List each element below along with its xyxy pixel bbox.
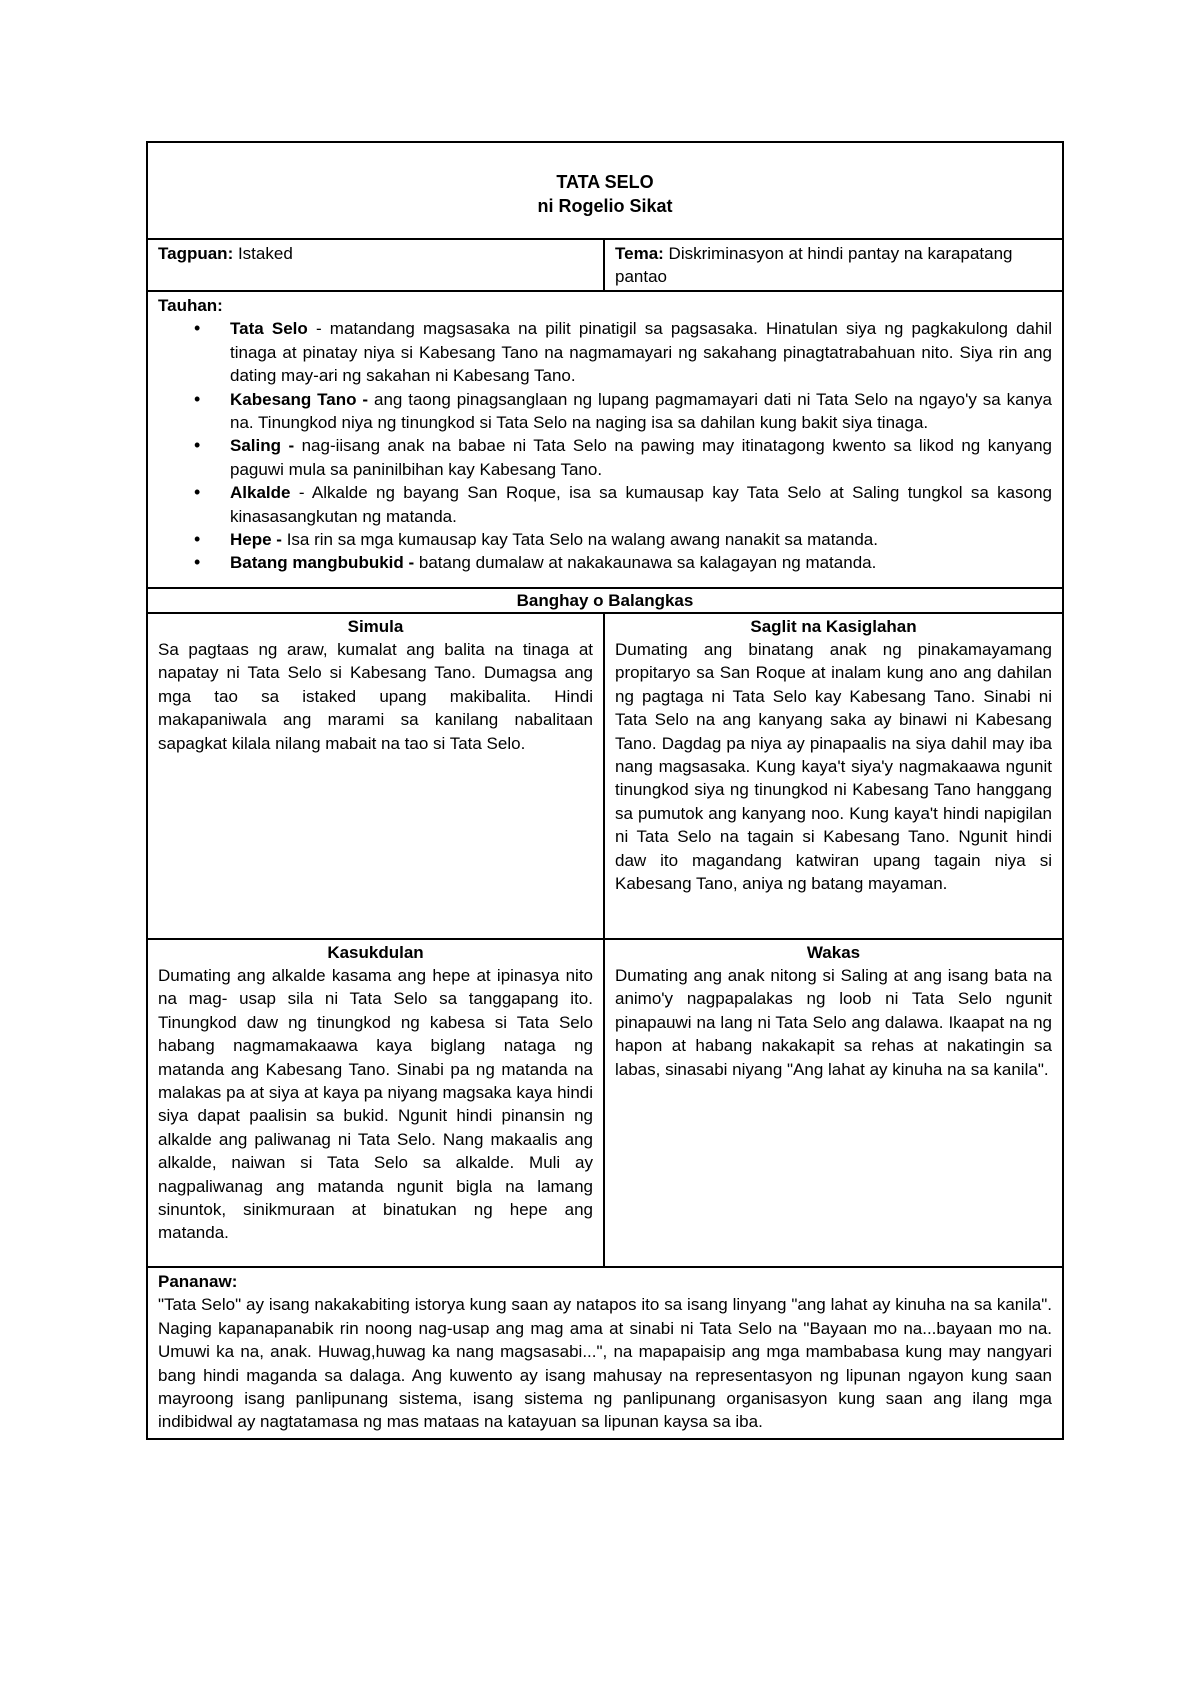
character-name: Alkalde xyxy=(230,483,291,503)
character-name: Kabesang Tano - xyxy=(230,389,369,409)
character-desc: nag-iisang anak na babae ni Tata Selo na pawing may itinatagong kwento sa likod ng kanyang paguwi mula sa paninilbihan kay Kabesang Tano. xyxy=(230,436,1052,479)
character-desc: ang taong pinagsanglaan ng lupang pagmamayari dati ni Tata Selo na ngayo'y sa kanya na. Tinungkod niya ng tinungkod si Tata Selo na naging isa sa dahilan kung bakit siya tinaga. xyxy=(230,389,1053,433)
list-item xyxy=(158,388,1052,435)
tagpuan-value: Istaked xyxy=(233,244,293,263)
tagpuan-cell xyxy=(148,240,605,290)
list-item xyxy=(158,434,1052,481)
story-author: ni Rogelio Sikat xyxy=(537,195,673,216)
saglit-text: Dumating ang binatang anak ng pinakamayamang propitaryo sa San Roque at inalam kung ano ang dahilan ng pagtaga ni Tata Selo kay Kabesang Tano. Sinabi ni Tata Selo na ang kanyang saka ay binawi ni Kabesang Tano. Dagdag pa niya ay pinapaalis na siya dahil may iba nang magsasaka. Kung kaya't siya'y nagmakaawa ngunit tinungkod siya ng tinungkod ni Kabesang Tano hanggang sa pumutok ang kanyang noo. Kung kaya't hindi napigilan ni Tata Selo na tagain si Kabesang Tano. Ngunit hindi daw ito magandang katwiran upang tagain niya si Kabesang Tano, aniya ng batang mayaman. xyxy=(615,639,1052,893)
pananaw-text: "Tata Selo" ay isang nakakabiting istorya kung saan ay natapos ito sa isang linyang "ang lahat ay kinuha na sa kanila". Naging kapanapanabik rin noong nag-usap ang mag ama at sinabi ni Tata Selo na "Bayaan mo na...bayaan mo na. Umuwi ka na, anak. Huwag,huwag ka nang magsasabi...", na mapapaisip ang mga mambabasa kung may nangyari bang hindi maganda sa dalaga. Ang kuwento ay isang mahusay na representasyon ng lipunan ngayon kung saan mayroong isang panlipunang sistema, isang sistema ng panlipunang organisasyon kung saan ang ilang mga indibidwal ay nagtatamasa ng mas mataas na katayuan sa lipunan kaysa sa iba. xyxy=(158,1295,1052,1432)
list-item xyxy=(158,551,1052,574)
kasukdulan-label: Kasukdulan xyxy=(327,942,424,962)
character-desc: - matandang magsasaka na pilit pinatigil sa pagsasaka. Hinatulan siya ng pagkakulong dahil tinaga at pinatay niya si Kabesang Tano na nagmamayari ng sakahang pinagtatrabahuan nito. Siya rin ang dating may-ari ng sakahan ni Kabesang Tano. xyxy=(230,319,1052,386)
pananaw-label: Pananaw: xyxy=(158,1271,238,1291)
tema-label: Tema: xyxy=(615,244,664,263)
kasukdulan-cell xyxy=(148,940,605,1266)
character-name: Hepe - xyxy=(230,530,282,550)
wakas-label: Wakas xyxy=(806,942,861,962)
simula-cell xyxy=(148,614,605,938)
plot-row-2 xyxy=(148,938,1062,1266)
character-name: Tata Selo xyxy=(230,319,308,339)
pananaw-cell xyxy=(148,1266,1062,1438)
tagpuan-label: Tagpuan: xyxy=(158,244,234,263)
setting-theme-row xyxy=(148,238,1062,290)
wakas-text: Dumating ang anak nitong si Saling at ang isang bata na animo'y nagpapalakas ng loob ni Tata Selo ngunit pinapauwi na lang ni Tata Selo ang dalawa. Ikaapat na ng hapon at habang nakakapit sa rehas at nakatingin sa labas, sinasabi niyang "Ang lahat ay kinuha na sa kanila". xyxy=(615,965,1052,1079)
tema-value: Diskriminasyon at hindi pantay na karapatang pantao xyxy=(615,244,1013,287)
story-title: TATA SELO xyxy=(556,171,654,192)
list-item xyxy=(158,481,1052,528)
character-list xyxy=(158,317,1052,582)
kasukdulan-text: Dumating ang alkalde kasama ang hepe at ipinasya nito na mag- usap sila ni Tata Selo sa tanggapang ito. Tinungkod daw ng tinungkod ng kabesa si Tata Selo habang nagmamakaawa kaya biglang nataga ng matanda ang Kabesang Tano. Sinabi pa ng matanda na malakas pa at siya at kaya pa niyang magsaka kaya hindi siya dapat paalisin sa bukid. Ngunit hindi pinansin ng alkalde ang paliwanag ni Tata Selo. Nang makaalis ang alkalde, naiwan si Tata Selo sa alkalde. Muli ay nagpaliwanag ang matanda ngunit bigla na lamang sinuntok, sinikmuraan at binatukan ng hepe ang matanda. xyxy=(158,965,593,1243)
tema-cell xyxy=(605,240,1062,290)
list-item xyxy=(158,317,1052,387)
character-desc: batang dumalaw at nakakaunawa sa kalagayan ng matanda. xyxy=(414,553,877,573)
list-item xyxy=(158,528,1052,551)
character-name: Batang mangbubukid - xyxy=(230,553,415,573)
tauhan-cell xyxy=(148,290,1062,587)
character-desc: - Alkalde ng bayang San Roque, isa sa kumausap kay Tata Selo at Saling tungkol sa kasong kinasasangkutan ng matanda. xyxy=(230,483,1052,526)
document-table xyxy=(146,141,1064,1440)
tauhan-label: Tauhan: xyxy=(158,296,223,315)
saglit-cell xyxy=(605,614,1062,938)
character-desc: Isa rin sa mga kumausap kay Tata Selo na walang awang nanakit sa matanda. xyxy=(281,530,878,550)
plot-row-1 xyxy=(148,612,1062,938)
wakas-cell xyxy=(605,940,1062,1266)
saglit-label: Saglit na Kasiglahan xyxy=(750,616,917,636)
simula-text: Sa pagtaas ng araw, kumalat ang balita na tinaga at napatay ni Tata Selo si Kabesang Tano. Dumagsa ang mga tao sa istaked upang makibalita. Hindi makapaniwala ang marami sa kanilang nabalitaan sapagkat kilala nilang mabait na tao si Tata Selo. xyxy=(158,639,593,753)
character-name: Saling - xyxy=(230,436,295,456)
banghay-header: Banghay o Balangkas xyxy=(148,587,1062,612)
title-block xyxy=(148,143,1062,238)
simula-label: Simula xyxy=(347,616,404,636)
